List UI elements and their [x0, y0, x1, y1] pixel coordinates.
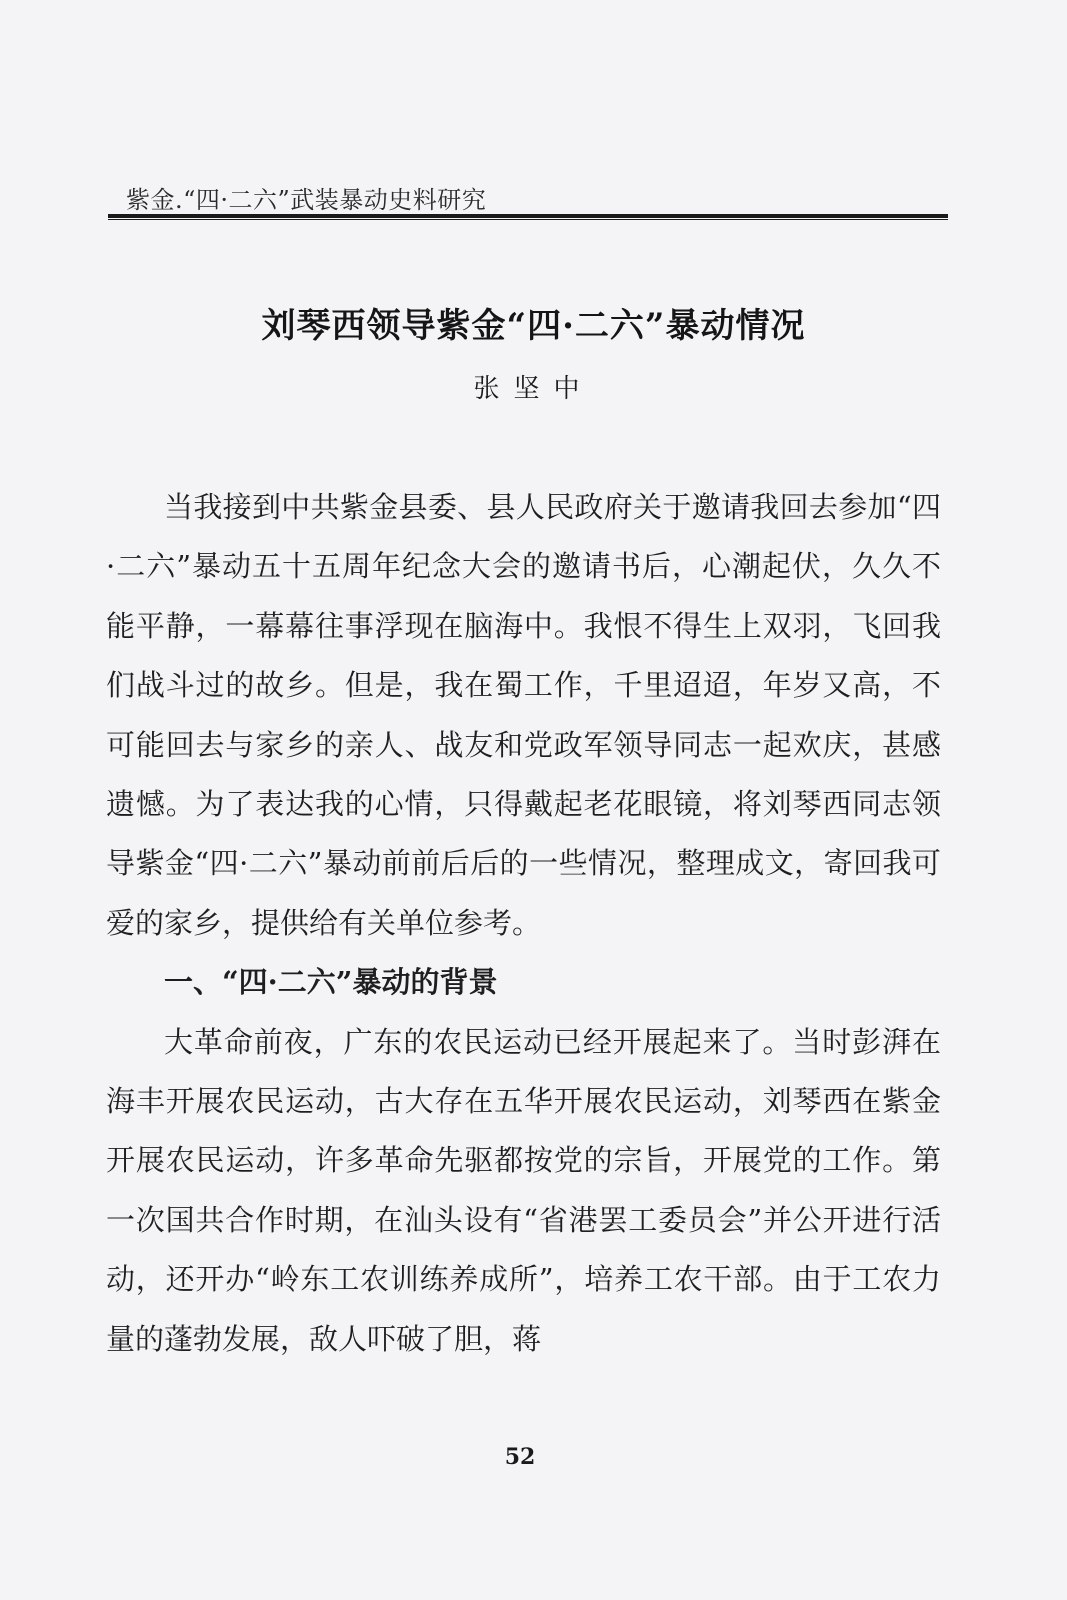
body-paragraph: 大革命前夜，广东的农民运动已经开展起来了。当时彭湃在海丰开展农民运动，古大存在五华开展农民运动，刘琴西在紫金开展农民运动，许多革命先驱都按党的宗旨，开展党的工作。第一次国共合作时期，在汕头设有“省港罢工委员会”并公开进行活动，还开办“岭东工农训练养成所”，培养工农干部。由于工农力量的蓬勃发展，敌人吓破了胆，蒋 — [106, 1024, 941, 1356]
header-rule — [108, 214, 948, 220]
article-title: 刘琴西领导紫金“四·二六”暴动情况 — [261, 306, 806, 346]
article-body — [106, 478, 941, 1369]
section-heading: 一、“四·二六”暴动的背景 — [164, 965, 498, 1000]
body-paragraph: 当我接到中共紫金县委、县人民政府关于邀请我回去参加“四·二六”暴动五十五周年纪念大会的邀请书后，心潮起伏，久久不能平静，一幕幕往事浮现在脑海中。我恨不得生上双羽，飞回我们战斗过的故乡。但是，我在蜀工作，千里迢迢，年岁又高，不可能回去与家乡的亲人、战友和党政军领导同志一起欢庆，甚感遗憾。为了表达我的心情，只得戴起老花眼镜，将刘琴西同志领导紫金“四·二六”暴动前前后后的一些情况，整理成文，寄回我可爱的家乡，提供给有关单位参考。 — [106, 490, 941, 940]
page-number: 52 — [504, 1444, 536, 1470]
running-header: 紫金.“四·二六”武装暴动史料研究 — [126, 186, 487, 214]
author-name: 张坚中 — [473, 374, 594, 404]
